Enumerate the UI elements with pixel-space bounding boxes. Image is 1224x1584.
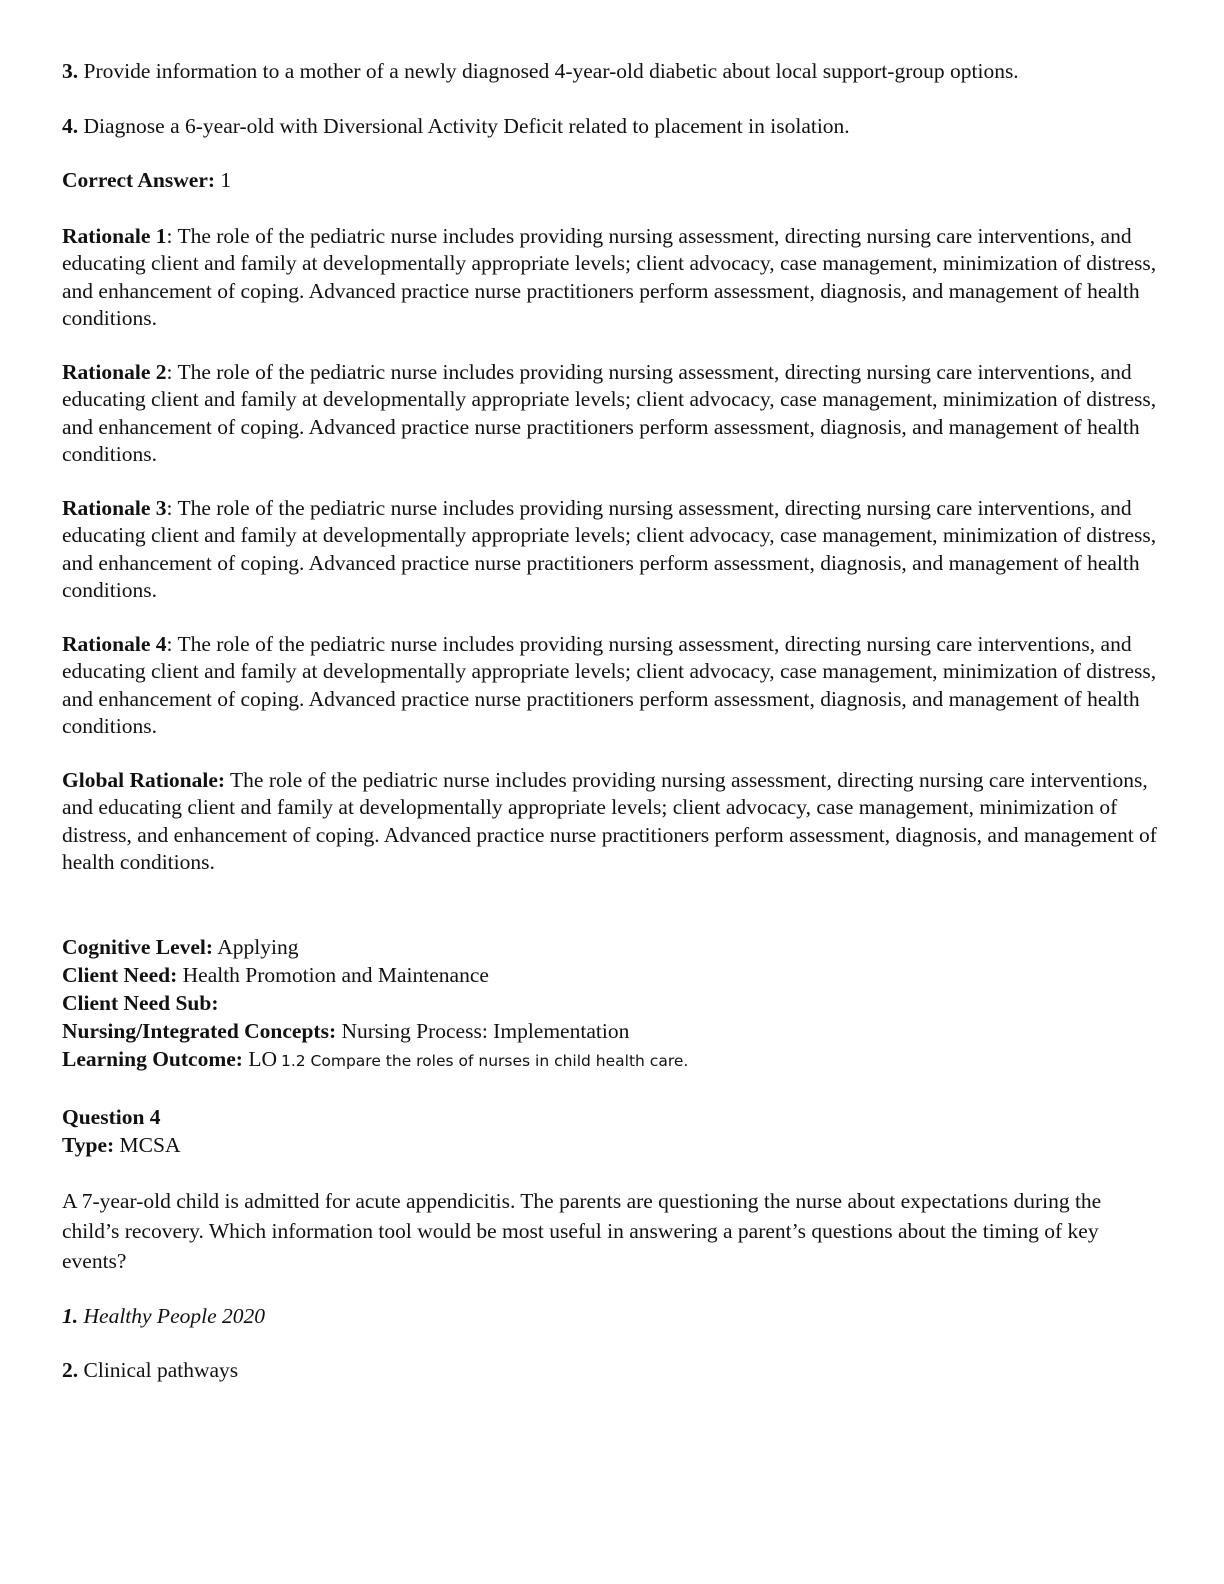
learning-outcome-prefix: LO [242,1046,277,1071]
global-rationale-label: Global Rationale: [62,767,226,792]
question-4-title [62,1103,1162,1131]
question-4-type [62,1131,1162,1159]
correct-answer-label: Correct Answer: [62,168,216,192]
correct-answer-value: 1 [220,168,232,192]
question-4-option-1-number: 1. [62,1303,79,1328]
cognitive-level [62,933,1162,961]
global-rationale [62,767,1162,877]
option-4 [62,113,1162,141]
option-3-number: 3. [62,59,79,83]
client-need-label: Client Need: [62,962,178,987]
rationale-2-label: Rationale 2 [62,359,167,384]
rationale-3-label: Rationale 3 [62,495,167,520]
question-4-option-2 [62,1357,1162,1385]
option-4-text: Diagnose a 6-year-old with Diversional Activity Deficit related to placement in isolation. [83,113,850,138]
question-4-type-label: Type: [62,1132,115,1157]
rationale-4 [62,631,1162,741]
rationale-1 [62,223,1162,333]
question-4-option-1-text: Healthy People 2020 [78,1303,266,1328]
question-4-stem: A 7-year-old child is admitted for acute appendicitis. The parents are questioning the nurse about expectations during the child’s recovery. Which information tool would be most useful in answering a parent’s questions about the timing of key events? [62,1188,1102,1273]
question-4-option-1 [62,1303,1162,1331]
option-3 [62,58,1162,86]
rationale-1-text: : The role of the pediatric nurse includes providing nursing assessment, directing nursing care interventions, and educating client and family at developmentally appropriate levels; client advocacy, case management, minimization of distress, and enhancement of coping. Advanced practice nurse practitioners perform assessment, diagnosis, and management of health conditions. [62,223,1157,330]
rationale-4-text: : The role of the pediatric nurse includes providing nursing assessment, directing nursing care interventions, and educating client and family at developmentally appropriate levels; client advocacy, case management, minimization of distress, and enhancement of coping. Advanced practice nurse practitioners perform assessment, diagnosis, and management of health conditions. [62,631,1157,738]
integrated-concepts [62,1017,1162,1045]
cognitive-level-value: Applying [213,934,299,959]
integrated-concepts-value: Nursing Process: Implementation [336,1018,630,1043]
rationale-3-text: : The role of the pediatric nurse includes providing nursing assessment, directing nursing care interventions, and educating client and family at developmentally appropriate levels; client advocacy, case management, minimization of distress, and enhancement of coping. Advanced practice nurse practitioners perform assessment, diagnosis, and management of health conditions. [62,495,1157,602]
question-4-title-text: Question 4 [62,1104,161,1129]
question-4-option-2-text: Clinical pathways [78,1358,239,1382]
learning-outcome [62,1045,1162,1075]
client-need-sub [62,989,1162,1017]
question-4-header [62,1103,1162,1159]
rationale-3 [62,495,1162,605]
document-page [62,58,1162,1385]
question-4-option-2-number: 2. [62,1358,79,1382]
client-need-value: Health Promotion and Maintenance [177,962,489,987]
client-need-sub-label: Client Need Sub: [62,990,219,1015]
rationale-2-text: : The role of the pediatric nurse includes providing nursing assessment, directing nursing care interventions, and educating client and family at developmentally appropriate levels; client advocacy, case management, minimization of distress, and enhancement of coping. Advanced practice nurse practitioners perform assessment, diagnosis, and management of health conditions. [62,359,1157,466]
client-need [62,961,1162,989]
rationale-4-label: Rationale 4 [62,631,167,656]
rationale-1-label: Rationale 1 [62,223,167,248]
integrated-concepts-label: Nursing/Integrated Concepts: [62,1018,337,1043]
question-metadata [62,933,1162,1075]
option-3-text: Provide information to a mother of a newly diagnosed 4-year-old diabetic about local support-group options. [83,59,1019,83]
learning-outcome-label: Learning Outcome: [62,1046,243,1071]
question-4-type-value: MCSA [114,1132,181,1157]
correct-answer [62,167,1162,195]
global-rationale-text: The role of the pediatric nurse includes providing nursing assessment, directing nursing care interventions, and educating client and family at developmentally appropriate levels; client advocacy, case management, minimization of distress, and enhancement of coping. Advanced practice nurse practitioners perform assessment, diagnosis, and management of health conditions. [62,767,1157,874]
learning-outcome-text: 1.2 Compare the roles of nurses in child health care. [280,1051,689,1070]
rationale-2 [62,359,1162,469]
option-4-number: 4. [62,113,79,138]
cognitive-level-label: Cognitive Level: [62,934,214,959]
